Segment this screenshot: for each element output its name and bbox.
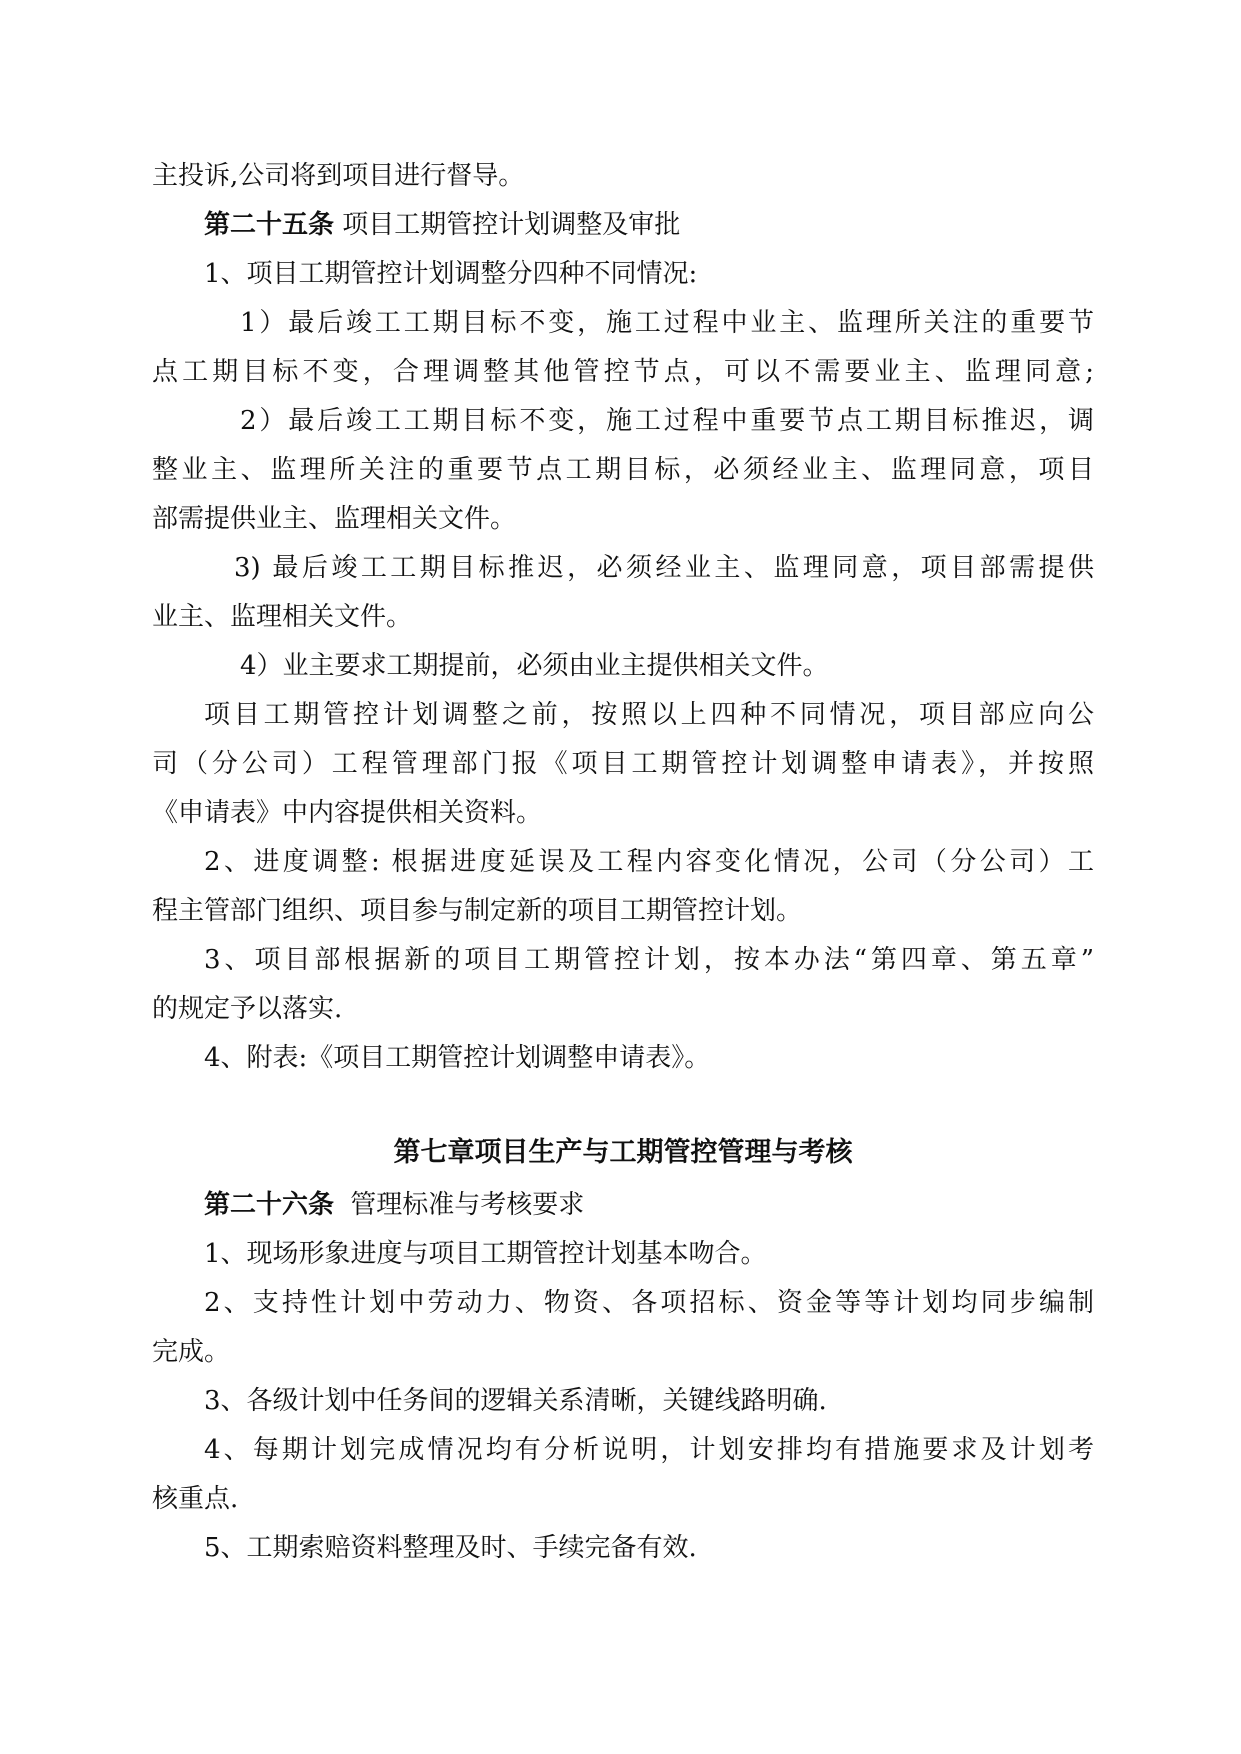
paragraph-line: 项目工期管控计划调整之前，按照以上四种不同情况，项目部应向公 [204, 700, 1094, 730]
paragraph-line: 主投诉,公司将到项目进行督导。 [152, 161, 525, 191]
paragraph-line: 3、项目部根据新的项目工期管控计划，按本办法“第四章、第五章” [204, 945, 1094, 975]
article-number: 第二十五条 [204, 210, 335, 240]
paragraph-line: 业主、监理相关文件。 [152, 602, 413, 632]
paragraph-line: 整业主、监理所关注的重要节点工期目标，必须经业主、监理同意，项目 [152, 455, 1094, 485]
paragraph-line: 程主管部门组织、项目参与制定新的项目工期管控计划。 [152, 896, 803, 926]
paragraph-line: 3) 最后竣工工期目标推迟，必须经业主、监理同意，项目部需提供 [234, 553, 1094, 583]
article-number: 第二十六条 [204, 1190, 335, 1220]
section-gap [152, 1083, 1094, 1125]
paragraph-line: 4）业主要求工期提前，必须由业主提供相关文件。 [240, 651, 829, 681]
paragraph-line: 2、支持性计划中劳动力、物资、各项招标、资金等等计划均同步编制 [204, 1288, 1094, 1318]
article-title: 管理标准与考核要求 [350, 1190, 585, 1220]
paragraph-line: 2、进度调整: 根据进度延误及工程内容变化情况，公司（分公司）工 [204, 847, 1094, 877]
paragraph-line: 4、附表:《项目工期管控计划调整申请表》。 [204, 1043, 711, 1073]
paragraph-line: 1、项目工期管控计划调整分四种不同情况: [204, 259, 698, 289]
paragraph-line: 的规定予以落实. [152, 994, 343, 1024]
paragraph-line: 5、工期索赔资料整理及时、手续完备有效. [204, 1533, 697, 1563]
paragraph-line: 4、每期计划完成情况均有分析说明，计划安排均有措施要求及计划考 [204, 1435, 1094, 1465]
article-title: 项目工期管控计划调整及审批 [342, 210, 681, 240]
paragraph-line: 部需提供业主、监理相关文件。 [152, 504, 517, 534]
document-page [152, 152, 1094, 1573]
paragraph-line: 1）最后竣工工期目标不变，施工过程中业主、监理所关注的重要节 [240, 308, 1094, 338]
paragraph-line: 完成。 [152, 1337, 231, 1367]
chapter-heading: 第七章项目生产与工期管控管理与考核 [393, 1137, 853, 1168]
paragraph-line: 司（分公司）工程管理部门报《项目工期管控计划调整申请表》，并按照 [152, 749, 1094, 779]
article-25-heading [152, 201, 1094, 250]
paragraph-line: 2）最后竣工工期目标不变，施工过程中重要节点工期目标推迟，调 [240, 406, 1094, 436]
paragraph-line: 点工期目标不变，合理调整其他管控节点，可以不需要业主、监理同意; [152, 357, 1094, 387]
paragraph-line: 3、各级计划中任务间的逻辑关系清晰，关键线路明确. [204, 1386, 827, 1416]
paragraph-line: 《申请表》中内容提供相关资料。 [152, 798, 543, 828]
paragraph-line: 核重点. [152, 1484, 239, 1514]
paragraph-line: 1、现场形象进度与项目工期管控计划基本吻合。 [204, 1239, 767, 1269]
article-26-heading [152, 1181, 1094, 1230]
